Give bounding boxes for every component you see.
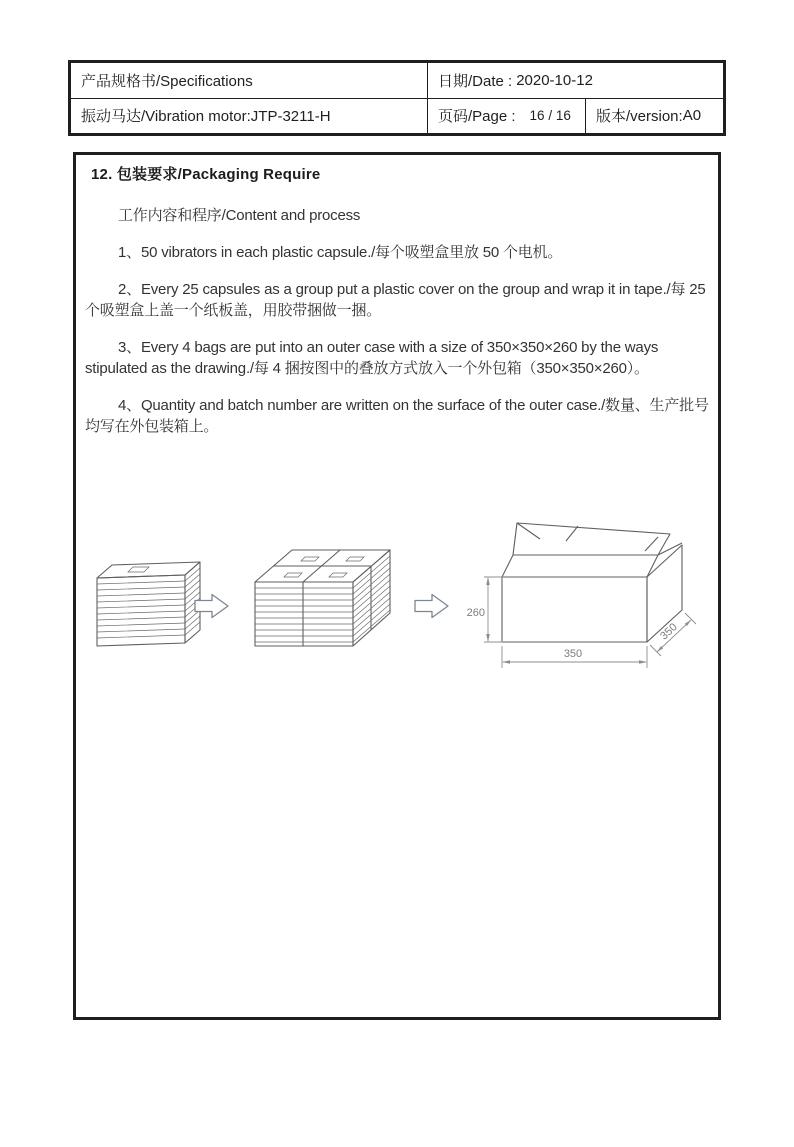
packaging-diagram [76,505,718,695]
motor-cell [71,99,427,134]
version-cell [585,99,723,134]
dimension-height [467,577,503,642]
paragraph-4: 4、Quantity and batch number are written on the surface of the outer case./数量、生产批号均写在外包装箱上。 [85,397,709,435]
packaging-section [73,152,721,1020]
section-subtitle: 工作内容和程序/Content and process [118,207,361,224]
dimension-height-label: 260 [466,607,485,619]
date-label: 日期/Date : [438,72,513,90]
paragraph-2: 2、Every 25 capsules as a group put a plastic cover on the group and wrap it in tape./每 25 个吸塑盒上盖一个纸板盖，用胶带捆做一捆。 [85,281,706,319]
header-row-1 [71,63,723,99]
dimension-depth-label: 350 [658,621,680,643]
page-cell [427,99,585,134]
product-spec-label: 产品规格书/Specifications [81,72,253,90]
date-value: 2020-10-12 [516,71,593,89]
page-value: 16 / 16 [529,108,571,124]
capsule-stack-illustration [97,562,200,646]
version-label: 版本/version: [596,108,683,126]
product-spec-cell [71,63,427,98]
dimension-depth [650,613,696,656]
motor-label: 振动马达/Vibration motor:JTP-3211-H [81,108,331,126]
paragraph-1: 1、50 vibrators in each plastic capsule./每个吸塑盒里放 50 个电机。 [118,244,563,261]
version-value: A0 [682,107,702,125]
outer-case-illustration [502,523,682,642]
section-title: 12. 包装要求/Packaging Require [91,166,321,183]
dimension-width-label: 350 [563,648,583,660]
header-table [68,60,726,136]
bundle-group-illustration [255,550,390,646]
page-label: 页码/Page : [438,108,516,126]
block-arrow-right-icon [415,595,448,618]
header-row-2 [71,99,723,134]
paragraph-3: 3、Every 4 bags are put into an outer case with a size of 350×350×260 by the ways stipulated as the drawing./每 4 捆按图中的叠放方式放入一个外包箱（350×350×260）。 [85,339,659,377]
date-cell [427,63,723,98]
dimension-width [502,646,647,668]
